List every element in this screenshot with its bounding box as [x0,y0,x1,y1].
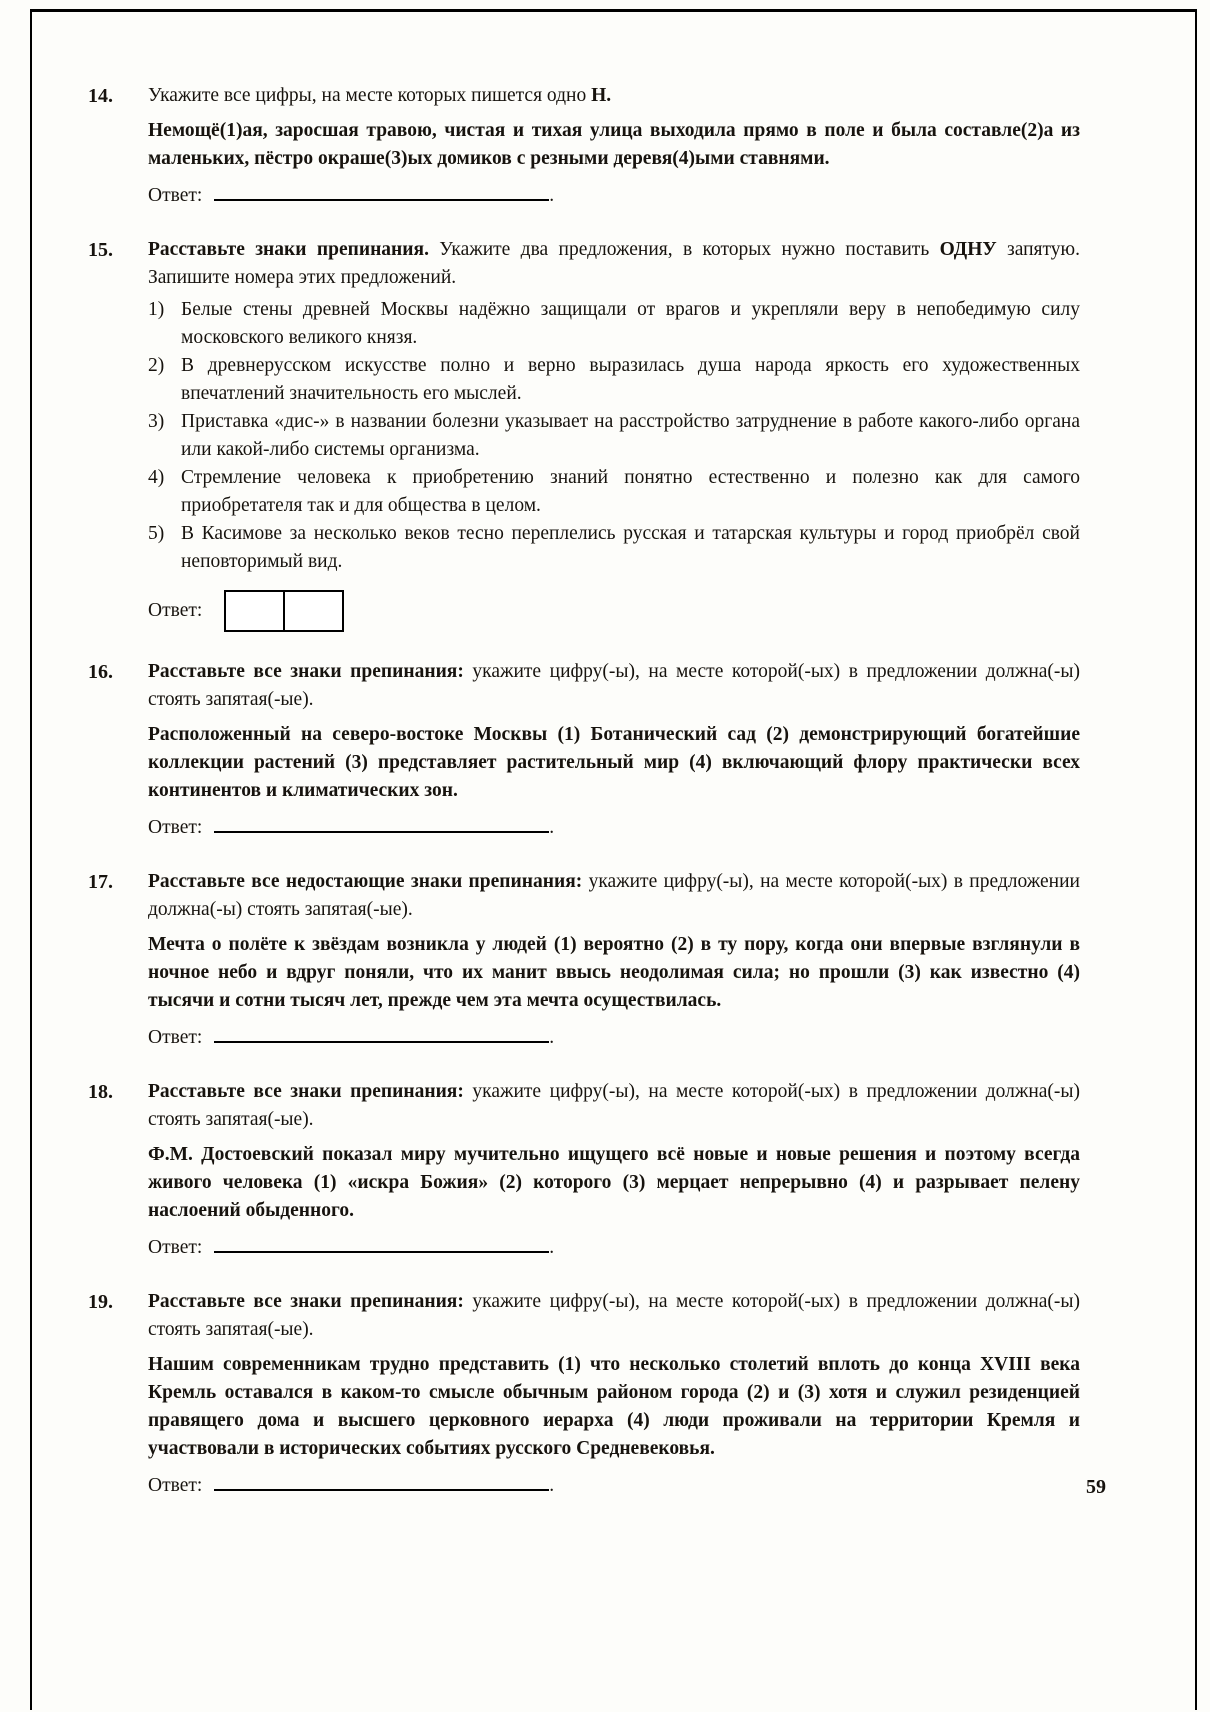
item-text: В Касимове за несколько веков тесно переплелись русская и татарская культуры и город приобрёл свой неповторимый вид. [181,523,1080,572]
question-number: 16. [88,661,113,683]
intro-text: укажите цифру(-ы), на месте которой(-ых) в предложении должна(-ы) стоять запятая(-ые). [148,661,1081,710]
intro-text: Укажите все цифры, на месте которых пишется одно [148,85,592,106]
item-marker: 4) [148,467,165,488]
page-number: 59 [1086,1476,1106,1498]
answer-label: Ответ: [148,600,203,621]
list-item [148,296,1080,352]
list-item [148,520,1080,576]
question-intro [148,658,1080,714]
question-intro [148,868,1080,924]
question-number: 19. [88,1291,113,1313]
answer-label: Ответ: [148,1237,203,1258]
answer-blank-line [214,816,549,833]
intro-text-bold: Расставьте знаки препинания. [148,239,429,260]
question-body: Ф.М. Достоевский показал миру мучительно ищущего всё новые и новые решения и поэтому всегда живого человека (1) «искра Божия» (2) которого (3) мерцает непрерывно (4) и разрывает пелену наслоений обыденного. [148,1144,1080,1221]
answer-blank-line [214,1474,549,1491]
question-number: 14. [88,85,113,107]
answer-label: Ответ: [148,185,203,206]
question-18 [88,1078,1080,1262]
answer-period: . [549,1237,555,1258]
question-number: 15. [88,239,113,261]
answer-cell-1 [224,590,285,632]
intro-text: укажите цифру(-ы), на месте которой(-ых) в предложении должна(-ы) стоять запятая(-ые). [148,1081,1081,1130]
answer-row [148,1472,1080,1500]
options-list [148,296,1080,576]
item-marker: 3) [148,411,165,432]
intro-text: укажите цифру(-ы), на месте которой(-ых) в предложении должна(-ы) стоять запятая(-ые). [148,871,1080,920]
answer-row [148,1024,1080,1052]
question-main [148,868,1080,1052]
question-body: Нашим современникам трудно представить (1) что несколько столетий вплоть до конца XVIII века Кремль оставался в каком-то смысле обычным районом города (2) и (3) хотя и служил резиденцией правящего дома и высшего церковного иерарха (4) люди проживали на территории Кремля и участвовали в исторических событиях русского Средневековья. [148,1354,1080,1459]
question-intro [148,236,1080,292]
intro-text-bold: Расставьте все знаки препинания: [148,661,464,682]
answer-period: . [549,817,555,838]
question-number: 18. [88,1081,113,1103]
question-body: Немощё(1)ая, заросшая травою, чистая и тихая улица выходила прямо в поле и была составле(2)а из маленьких, пёстро окраше(3)ых домиков с резными деревя(4)ыми ставнями. [148,120,1080,169]
answer-label: Ответ: [148,1027,203,1048]
question-main [148,658,1080,842]
item-text: Стремление человека к приобретению знаний понятно естественно и полезно как для самого приобретателя так и для общества в целом. [181,467,1080,516]
answer-row [148,590,1080,632]
answer-period: . [549,1027,555,1048]
question-intro [148,1288,1080,1344]
list-item [148,464,1080,520]
answer-row [148,1234,1080,1262]
list-item [148,408,1080,464]
question-body: Расположенный на северо-востоке Москвы (1) Ботанический сад (2) демонстрирующий богатейшие коллекции растений (3) представляет растительный мир (4) включающий флору практически всех континентов и климатических зон. [148,724,1080,801]
answer-row [148,814,1080,842]
answer-blank-line [214,1236,549,1253]
question-15 [88,236,1080,632]
answer-box [224,590,344,632]
item-text: В древнерусском искусстве полно и верно выразилась душа народа яркость его художественных впечатлений значительность его мыслей. [181,355,1080,404]
question-number: 17. [88,871,113,893]
question-main [148,82,1080,210]
item-text: Приставка «дис-» в названии болезни указывает на расстройство затруднение в работе какого-либо органа или какой-либо системы организма. [181,411,1080,460]
page-content [88,82,1080,1526]
answer-label: Ответ: [148,817,203,838]
answer-cell-2 [285,590,344,632]
answer-blank-line [214,184,549,201]
answer-period: . [549,185,555,206]
answer-label: Ответ: [148,1475,203,1496]
item-text: Белые стены древней Москвы надёжно защищали от врагов и укрепляли веру в непобедимую силу московского великого князя. [181,299,1080,348]
intro-text: укажите цифру(-ы), на месте которой(-ых) в предложении должна(-ы) стоять запятая(-ые). [148,1291,1081,1340]
question-main [148,236,1080,632]
question-19 [88,1288,1080,1500]
answer-blank-line [214,1026,549,1043]
question-17 [88,868,1080,1052]
intro-text-bold: Расставьте все знаки препинания: [148,1291,464,1312]
question-14 [88,82,1080,210]
question-16 [88,658,1080,842]
intro-text-bold: Расставьте все знаки препинания: [148,1081,464,1102]
question-intro [148,82,1080,110]
question-main [148,1288,1080,1500]
item-marker: 5) [148,523,165,544]
question-main [148,1078,1080,1262]
item-marker: 1) [148,299,165,320]
list-item [148,352,1080,408]
intro-text-bold: Расставьте все недостающие знаки препинания: [148,871,583,892]
answer-period: . [549,1475,555,1496]
intro-text: запятую. Запишите номера этих предложений. [148,239,1080,288]
question-intro [148,1078,1080,1134]
answer-row [148,182,1080,210]
item-marker: 2) [148,355,165,376]
intro-text: Укажите два предложения, в которых нужно поставить [428,239,940,260]
intro-text-bold: ОДНУ [939,239,997,260]
intro-text-bold: Н. [591,85,612,106]
question-body: Мечта о полёте к звёздам возникла у людей (1) вероятно (2) в ту пору, когда они впервые взглянули в ночное небо и вдруг поняли, что их манит ввысь неодолимая сила; но прошли (3) как известно (4) тысячи и сотни тысяч лет, прежде чем эта мечта осуществилась. [148,934,1080,1011]
